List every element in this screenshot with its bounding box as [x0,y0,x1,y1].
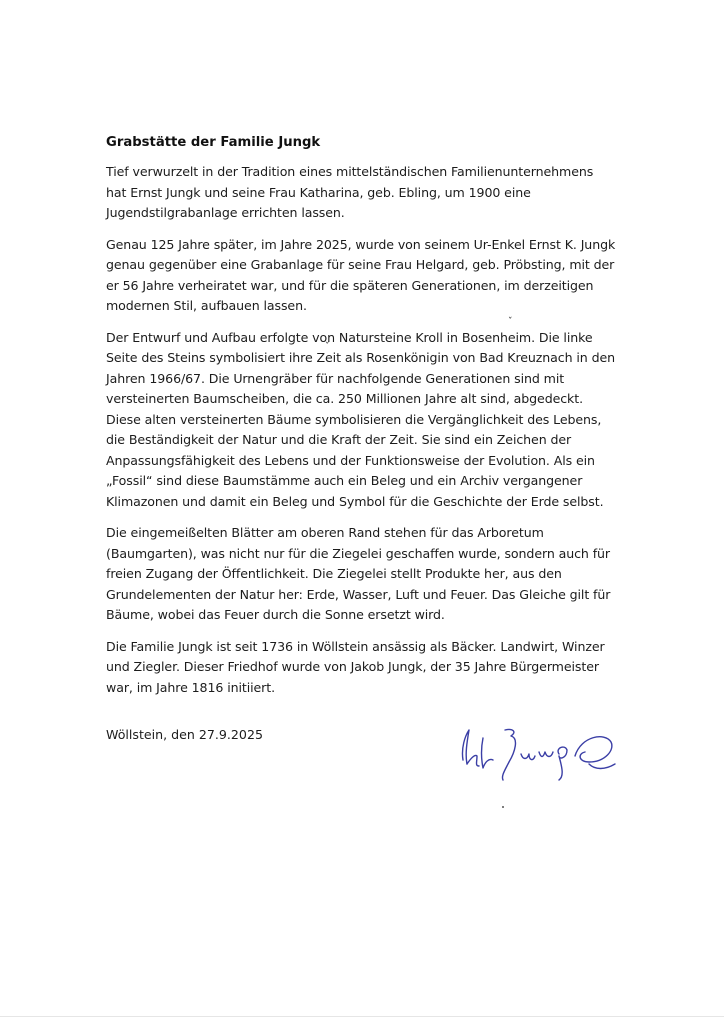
page-edge [0,1016,724,1017]
text-line: modernen Stil, aufbauen lassen. [106,298,307,313]
text-line: Jahren 1966/67. Die Urnengräber für nachfolgende Generationen sind mit [106,370,565,386]
place-date: Wöllstein, den 27.9.2025 [106,727,263,742]
text-line: freien Zugang der Öffentlichkeit. Die Ziegelei stellt Produkte her, aus den [106,566,562,581]
correction-mark: ˇ [508,317,513,327]
text-line: war, im Jahre 1816 initiiert. [106,679,275,695]
text-line: Anpassungsfähigkeit des Lebens und der Funktionsweise der Evolution. Als ein [106,452,595,468]
paragraph-2 [106,235,626,317]
text-line: versteinerten Baumscheiben, die ca. 250 Millionen Jahre alt sind, abgedeckt. [106,391,583,406]
document-title: Grabstätte der Familie Jungk [106,135,321,150]
text-line: und Ziegler. Dieser Friedhof wurde von Jakob Jungk, der 35 Jahre Bürgermeister [106,659,599,674]
text-line: Seite des Steins symbolisiert ihre Zeit als Rosenkönigin von Bad Kreuznach in den [106,350,616,365]
text-line: „Fossil“ sind diese Baumstämme auch ein Beleg und ein Archiv vergangener [106,473,583,488]
text-line: Grundelementen der Natur her: Erde, Wasser, Luft und Feuer. Das Gleiche gilt für [106,586,611,602]
paragraph-5 [106,637,626,699]
text-line: Die eingemeißelten Blätter am oberen Rand stehen für das Arboretum [106,525,544,540]
text-line: (Baumgarten), was nicht nur für die Ziegelei geschaffen wurde, sondern auch für [106,545,611,561]
text-line: Jugendstilgrabanlage errichten lassen. [106,205,345,220]
text-line: Klimazonen und damit ein Beleg und Symbol für die Geschichte der Erde selbst. [106,493,604,509]
text-line: er 56 Jahre verheiratet war, und für die späteren Generationen, im derzeitigen [106,277,594,293]
text-line: die Beständigkeit der Natur und die Kraft der Zeit. Sie sind ein Zeichen der [106,432,572,447]
document-body [106,134,626,709]
text-line: hat Ernst Jungk und seine Frau Katharina, geb. Ebling, um 1900 eine [106,184,531,200]
paragraph-4 [106,523,626,626]
text-line: Diese alten versteinerten Bäume symbolisieren die Vergänglichkeit des Lebens, [106,411,602,427]
text-line: genau gegenüber eine Grabanlage für seine Frau Helgard, geb. Pröbsting, mit der [106,257,615,272]
correction-mark: ˇ [325,342,330,352]
text-line: Tief verwurzelt in der Tradition eines mittelständischen Familienunternehmens [106,164,594,179]
paragraph-3 [106,328,626,513]
text-line: Genau 125 Jahre später, im Jahre 2025, wurde von seinem Ur-Enkel Ernst K. Jungk [106,236,616,252]
text-line: Die Familie Jungk ist seit 1736 in Wöllstein ansässig als Bäcker. Landwirt, Winzer [106,638,605,654]
text-line: Der Entwurf und Aufbau erfolgte von Natursteine Kroll in Bosenheim. Die linke [106,329,593,345]
paragraph-1 [106,162,626,224]
text-line: Bäume, wobei das Feuer durch die Sonne ersetzt wird. [106,607,445,622]
ink-dot [502,806,504,808]
signature [455,718,635,788]
